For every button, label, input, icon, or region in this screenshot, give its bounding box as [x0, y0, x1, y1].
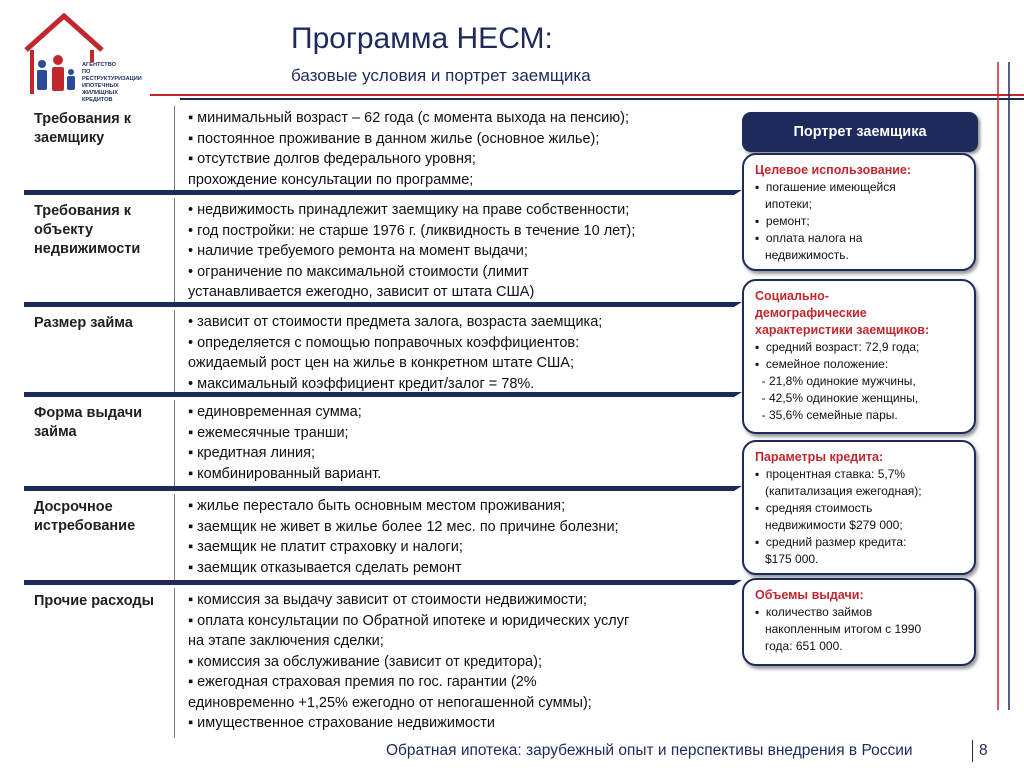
card-title: Целевое использование:: [755, 163, 912, 177]
condition-line: • ограничение по максимальной стоимости (лимит: [188, 263, 529, 280]
row-label: Прочие расходы: [34, 593, 154, 609]
row-content: [188, 496, 728, 578]
condition-line: ▪ заемщик отказывается сделать ремонт: [188, 559, 462, 576]
portrait-card: [742, 153, 976, 271]
condition-line: ▪ ежемесячные транши;: [188, 424, 349, 441]
logo-text: АГЕНТСТВО ПО РЕСТРУКТУРИЗАЦИИ ИПОТЕЧНЫХ ЖИЛИЩНЫХ КРЕДИТОВ: [82, 62, 142, 103]
page-subtitle: базовые условия и портрет заемщика: [291, 66, 591, 85]
footer-text: Обратная ипотека: зарубежный опыт и перспективы внедрения в России: [386, 742, 913, 759]
row-separator: [24, 302, 734, 307]
condition-line: ▪ ежегодная страховая премия по гос. гарантии (2%: [188, 674, 537, 690]
card-line: - 35,6% семейные пары.: [755, 408, 898, 422]
row-label: Досрочное истребование: [34, 499, 136, 534]
row-label: Требования к заемщику: [34, 111, 132, 146]
row-separator: [24, 190, 734, 195]
row-label: Требования к объекту недвижимости: [34, 203, 141, 257]
card-title: Объемы выдачи:: [755, 588, 864, 602]
card-line: года: 651 000.: [755, 639, 843, 653]
row-separator: [24, 392, 734, 397]
portrait-card: [742, 578, 976, 666]
table-row: [24, 310, 734, 394]
row-content: [188, 590, 728, 734]
footer-divider: [972, 740, 973, 762]
condition-line: ▪ минимальный возраст – 62 года (с момента выхода на пенсию);: [188, 110, 629, 126]
table-row: [24, 106, 734, 192]
card-line: ▪ погашение имеющейся: [755, 180, 896, 194]
column-divider: [174, 198, 175, 304]
condition-line: ▪ оплата консультации по Обратной ипотеке и юридических услуг: [188, 612, 630, 629]
condition-line: ▪ жилье перестало быть основным местом проживания;: [188, 498, 566, 514]
condition-line: ▪ комиссия за обслуживание (зависит от кредитора);: [188, 653, 542, 670]
card-line: - 21,8% одинокие мужчины,: [755, 374, 916, 388]
condition-line: на этапе заключения сделки;: [188, 633, 384, 649]
card-line: ▪ количество займов: [755, 605, 873, 619]
condition-line: • год постройки: не старше 1976 г. (ликвидность в течение 10 лет);: [188, 222, 636, 239]
condition-line: ▪ постоянное проживание в данном жилье (основное жилье);: [188, 130, 600, 147]
row-label: Размер займа: [34, 315, 133, 331]
condition-line: • определяется с помощью поправочных коэффициентов:: [188, 334, 580, 351]
condition-line: ▪ комбинированный вариант.: [188, 465, 382, 482]
condition-line: ▪ имущественное страхование недвижимости: [188, 715, 495, 731]
card-line: накопленным итогом с 1990: [755, 622, 922, 636]
column-divider: [174, 588, 175, 738]
card-line: ▪ средний размер кредита:: [755, 535, 907, 549]
condition-line: ▪ отсутствие долгов федерального уровня;: [188, 151, 476, 167]
card-line: - 42,5% одинокие женщины,: [755, 391, 919, 405]
card-line: недвижимость.: [755, 248, 849, 262]
condition-line: • наличие требуемого ремонта на момент выдачи;: [188, 243, 528, 259]
page-title: Программа НЕСМ:: [291, 22, 553, 55]
condition-line: ▪ заемщик не платит страховку и налоги;: [188, 539, 463, 555]
portrait-card: [742, 279, 976, 434]
portrait-card: [742, 440, 976, 575]
row-content: [188, 402, 728, 484]
column-divider: [174, 400, 175, 488]
portrait-header: Портрет заемщика: [742, 112, 978, 152]
condition-line: единовременно +1,25% ежегодно от непогашенной суммы);: [188, 694, 592, 711]
column-divider: [174, 106, 175, 192]
condition-line: ▪ единовременная сумма;: [188, 404, 362, 420]
row-label: Форма выдачи займа: [34, 405, 143, 440]
table-row: [24, 494, 734, 582]
page-number: 8: [979, 742, 988, 759]
condition-line: • недвижимость принадлежит заемщику на праве собственности;: [188, 202, 630, 218]
condition-line: устанавливается ежегодно, зависит от штата США): [188, 284, 535, 300]
card-line: ипотеки;: [755, 197, 812, 211]
table-row: [24, 588, 734, 738]
column-divider: [174, 310, 175, 394]
card-line: недвижимости $279 000;: [755, 518, 903, 532]
condition-line: ▪ комиссия за выдачу зависит от стоимости недвижимости;: [188, 592, 587, 608]
agency-logo: [24, 10, 142, 103]
table-row: [24, 198, 734, 304]
table-row: [24, 400, 734, 488]
card-line: ▪ ремонт;: [755, 214, 810, 228]
row-separator: [24, 486, 734, 491]
row-content: [188, 312, 728, 394]
card-line: ▪ средний возраст: 72,9 года;: [755, 340, 920, 354]
card-line: $175 000.: [755, 552, 819, 566]
condition-line: ожидаемый рост цен на жилье в конкретном штате США;: [188, 355, 575, 371]
row-content: [188, 200, 728, 303]
card-line: ▪ оплата налога на: [755, 231, 863, 245]
card-title: Социально- демографические характеристики заемщиков:: [755, 289, 930, 337]
condition-line: • максимальный коэффициент кредит/залог = 78%.: [188, 375, 535, 392]
card-line: ▪ процентная ставка: 5,7%: [755, 467, 906, 481]
condition-line: ▪ кредитная линия;: [188, 445, 316, 461]
condition-line: • зависит от стоимости предмета залога, возраста заемщика;: [188, 314, 603, 330]
condition-line: прохождение консультации по программе;: [188, 171, 474, 188]
row-separator: [24, 580, 734, 585]
card-line: ▪ семейное положение:: [755, 357, 889, 371]
card-line: (капитализация ежегодная);: [755, 484, 922, 498]
card-line: ▪ средняя стоимость: [755, 501, 873, 515]
column-divider: [174, 494, 175, 582]
card-title: Параметры кредита:: [755, 450, 884, 464]
row-content: [188, 108, 728, 190]
condition-line: ▪ заемщик не живет в жилье более 12 мес. по причине болезни;: [188, 518, 619, 535]
